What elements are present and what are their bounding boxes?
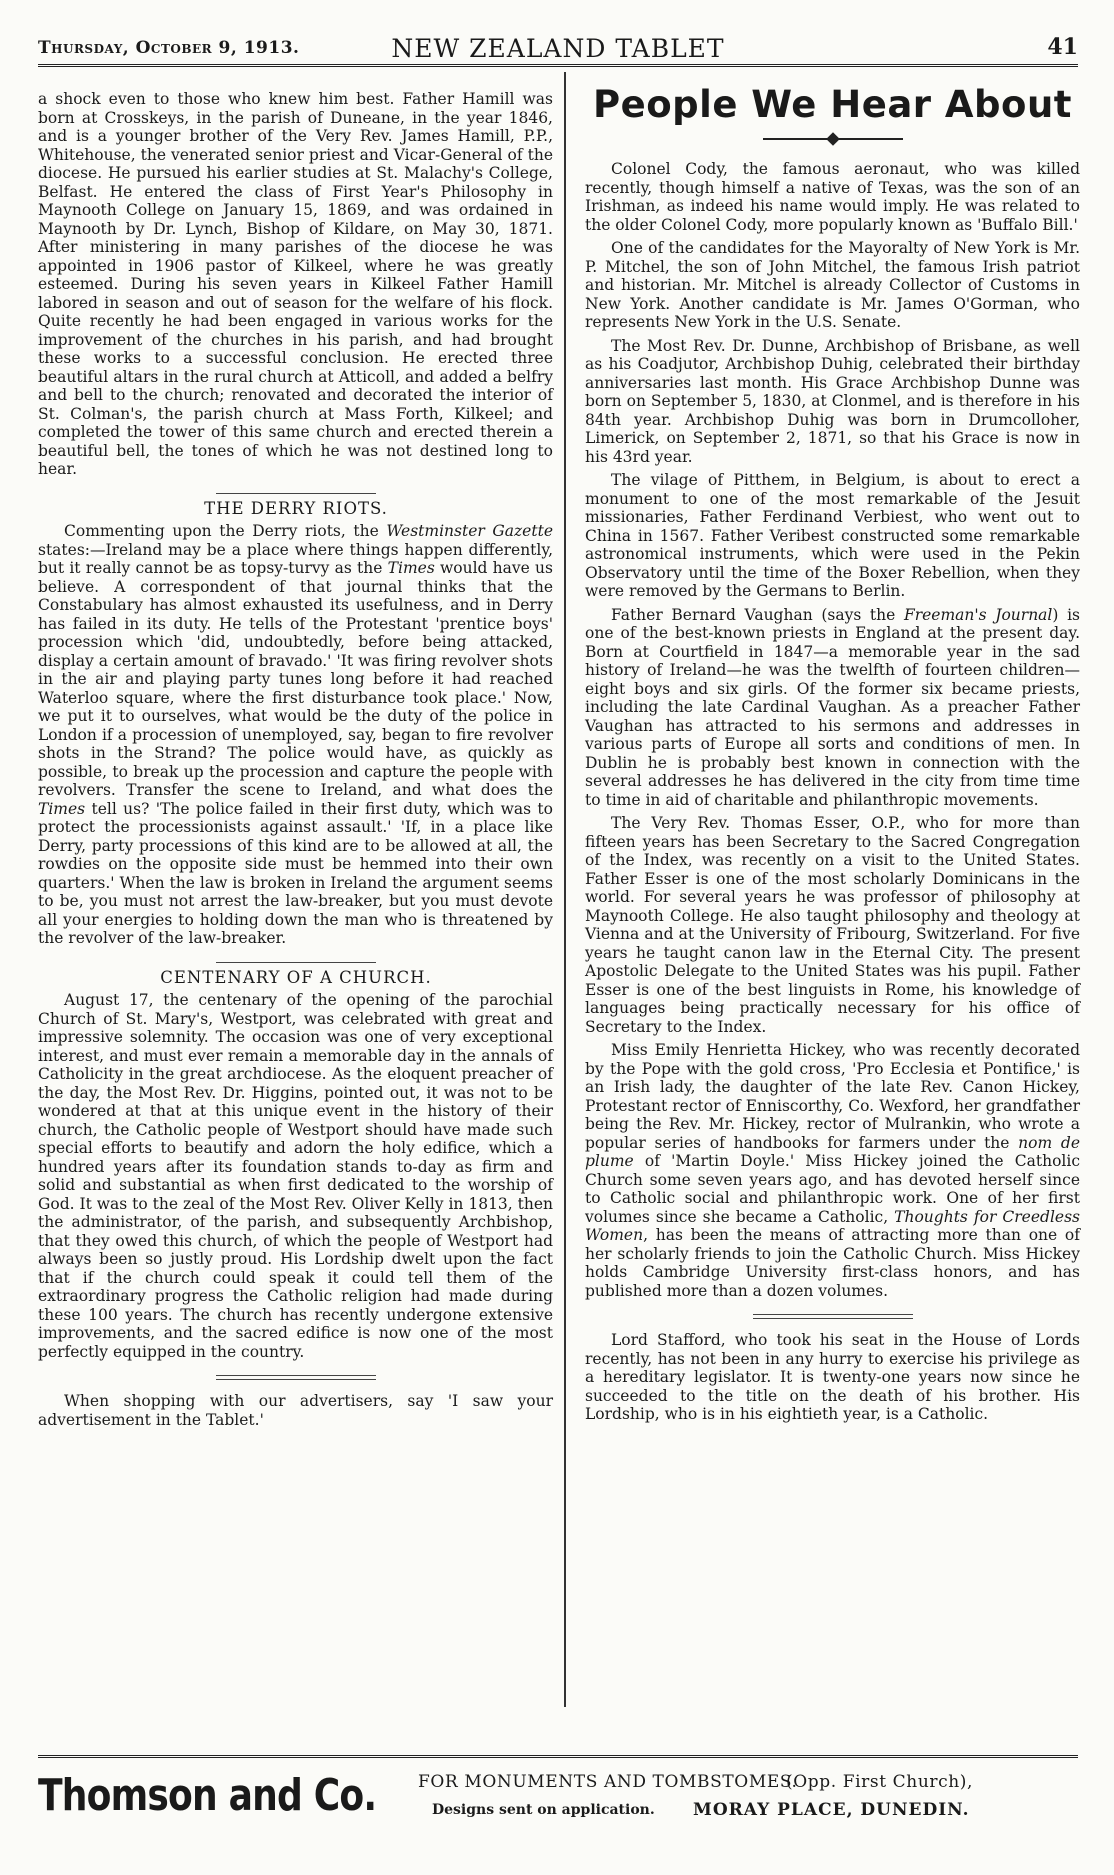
newspaper-title: Times [38, 799, 86, 818]
centenary-heading-rule [160, 962, 432, 988]
advertisement-banner [38, 1755, 1078, 1833]
cody-paragraph: Colonel Cody, the famous aeronaut, who was killed recently, though himself a native of Texas, was the son of an Irishman, as indeed his name would imply. He was related to the older Colonel Cody, more popularly known as 'Buffalo Bill.' [585, 160, 1080, 234]
hickey-paragraph: Miss Emily Henrietta Hickey, who was recently decorated by the Pope with the gold cross, 'Pro Ecclesia et Pontifice,' is an Irish lady, the daughter of the late Rev. Canon Hickey, Protestant rector of Enniscorthy, Co. Wexford, her grandfather being the Rev. Mr. Hickey, rector of Mulrankin, who wrote a popular series of handbooks for farmers under the nom de plume of 'Martin Doyle.' Miss Hickey joined the Catholic Church some seven years ago, and has devoted herself since to Catholic social and philanthropic work. One of her first volumes since she became a Catholic, Thoughts for Creedless Women, has been the means of attracting more than one of her scholarly friends to join the Catholic Church. Miss Hickey holds Cambridge University first-class honors, and has published more than a dozen volumes. [585, 1041, 1080, 1300]
derry-riots-heading: THE DERRY RIOTS. [204, 498, 388, 518]
ad-services: FOR MONUMENTS AND TOMBSTOMES. [418, 1772, 798, 1792]
book-title: Thoughts for Creedless Women [585, 1207, 1080, 1244]
stafford-paragraph: Lord Stafford, who took his seat in the House of Lords recently, has not been in any hurry to exercise his privilege as a hereditary legislator. It is twenty-one years now since he succeeded to the title on the death of his brother. His Lordship, who is in his eightieth year, is a Catholic. [585, 1331, 1080, 1423]
section-divider [216, 1375, 376, 1380]
masthead [38, 30, 1078, 67]
hamill-obituary-paragraph: a shock even to those who knew him best. Father Hamill was born at Crosskeys, in the parish of Duneane, in the year 1846, and is a younger brother of the Very Rev. James Hamill, P.P., Whitehouse, the venerated senior priest and Vicar-General of the diocese. He pursued his earlier studies at St. Malachy's College, Belfast. He entered the class of First Year's Philosophy in Maynooth College on January 15, 1869, and was ordained in Maynooth by Dr. Lynch, Bishop of Kildare, on May 30, 1871. After ministering in many parishes of the diocese he was appointed in 1906 pastor of Kilkeel, where he was greatly esteemed. During his seven years in Kilkeel Father Hamill labored in season and out of season for the welfare of his flock. Quite recently he had been engaged in various works for the improvement of the churches in his parish, and had brought these works to a successful conclusion. He erected three beautiful altars in the rural church at Atticoll, and added a belfry and bell to the church; renovated and decorated the interior of St. Colman's, the parish church at Mass Forth, Kilkeel; and completed the tower of this same church and erected therein a beautiful bell, the tones of which he was not destined long to hear. [38, 90, 553, 478]
dunne-paragraph: The Most Rev. Dr. Dunne, Archbishop of Brisbane, as well as his Coadjutor, Archbishop Duhig, celebrated their birthday anniversaries last month. His Grace Archbishop Dunne was born on September 5, 1830, at Clonmel, and is therefore in his 84th year. Archbishop Duhig was born in Drumcolloher, Limerick, on September 2, 1871, so that his Grace is now in his 43rd year. [585, 336, 1080, 466]
mitchel-paragraph: One of the candidates for the Mayoralty of New York is Mr. P. Mitchel, the son of John Mitchel, the famous Irish patriot and historian. Mr. Mitchel is already Collector of Customs in New York. Another candidate is Mr. James O'Gorman, who represents New York in the U.S. Senate. [585, 239, 1080, 331]
derry-riots-paragraph: Commenting upon the Derry riots, the Westminster Gazette states:—Ireland may be a place where things happen differently, but it really cannot be as topsy-turvy as the Times would have us believe. A correspondent of that journal thinks that the Constabulary has almost exhausted its usefulness, and in Derry has failed in its duty. He tells of the Protestant 'prentice boys' procession which 'did, undoubtedly, before being attacked, display a certain amount of bravado.' 'It was firing revolver shots in the air and playing party tunes long before it had reached Waterloo square, where the first disturbance took place.' Now, we put it to ourselves, what would be the duty of the police in London if a procession of unemployed, say, began to fire revolver shots in the Strand? The police would have, as quickly as possible, to break up the procession and capture the people with revolvers. Transfer the scene to Ireland, and what does the Times tell us? 'The police failed in their first duty, which was to protect the processionists against assault.' 'If, in a place like Derry, party processions of this kind are to be allowed at all, the rowdies on the opposite side must be hemmed into their own quarters.' When the law is broken in Ireland the argument seems to be, you must not arrest the law-breaker, but you must devote all your energies to holding down the man who is threatened by the revolver of the law-breaker. [38, 522, 553, 947]
ornamental-rule [763, 134, 903, 144]
newspaper-title: Times [387, 559, 435, 577]
derry-riots-heading-rule [204, 493, 388, 519]
newspaper-title: Westminster Gazette [386, 522, 553, 540]
people-we-hear-about-heading: People We Hear About [593, 83, 1072, 126]
vaughan-paragraph: Father Bernard Vaughan (says the Freeman's Journal) is one of the best-known priests in England at the present day. Born at Courtfield in 1847—a memorable year in the sad history of Ireland—he was the twelfth of fourteen children—eight boys and six girls. Of the former six became priests, including the late Cardinal Vaughan. As a preacher Father Vaughan has attracted to his sermons and addresses in various parts of Europe all sorts and conditions of men. In Dublin he is probably best known in connection with the several addresses he has delivered in the city from time time to time in aid of charitable and philanthropic movements. [585, 605, 1080, 809]
right-column [585, 83, 1080, 1429]
esser-paragraph: The Very Rev. Thomas Esser, O.P., who for more than fifteen years has been Secretary to the Sacred Congregation of the Index, was recently on a visit to the United States. Father Esser is one of the most scholarly Dominicans in the world. For several years he was professor of philosophy at Maynooth College. He also taught philosophy and theology at Vienna and at the University of Fribourg, Switzerland. For five years he taught canon law in the Eternal City. The present Apostolic Delegate to the United States was his pupil. Father Esser is one of the best linguists in Rome, his knowledge of languages being practically necessary for his office of Secretary to the Index. [585, 814, 1080, 1036]
pitthem-paragraph: The vilage of Pitthem, in Belgium, is about to erect a monument to one of the most remarkable of the Jesuit missionaries, Father Ferdinand Verbiest, who went out to China in 1567. Father Veribest constructed some remarkable astronomical instruments, which were used in the Pekin Observatory until the time of the Boxer Rebellion, when they were removed by the Germans to Berlin. [585, 471, 1080, 600]
centenary-paragraph: August 17, the centenary of the opening of the parochial Church of St. Mary's, Westport, was celebrated with great and impressive solemnity. The occasion was one of very exceptional interest, and must ever remain a memorable day in the annals of Catholicity in the great archdiocese. As the eloquent preacher of the day, the Most Rev. Dr. Higgins, pointed out, it was not to be wondered at that at this unique event in the history of their church, the Catholic people of Westport should have made such special efforts to beautify and adorn the holy edifice, which a hundred years after its foundation stands to-day as firm and solid and substantial as when first dedicated to the worship of God. It was to the zeal of the Most Rev. Oliver Kelly in 1813, then the administrator, of the parish, and subsequently Archbishop, that they owed this church, of which the people of Westport had always been so justly proud. His Lordship dwelt upon the fact that if the church could speak it could tell them of the extraordinary progress the Catholic religion had made during these 100 years. The church has recently undergone extensive improvements, and the sacred edifice is now one of the most perfectly equipped in the country. [38, 991, 554, 1361]
section-divider [753, 1314, 913, 1319]
advertiser-brand: Thomson and Co. [38, 1770, 377, 1821]
advertisers-note: When shopping with our advertisers, say 'I saw your advertisement in the Tablet.' [38, 1392, 553, 1429]
column-divider [564, 72, 566, 1707]
ad-address: MORAY PLACE, DUNEDIN. [693, 1800, 970, 1820]
issue-date: Thursday, October 9, 1913. [38, 38, 300, 58]
centenary-heading: CENTENARY OF A CHURCH. [160, 967, 432, 987]
publication-title: NEW ZEALAND TABLET [391, 34, 725, 63]
ad-location-note: (Opp. First Church), [786, 1772, 973, 1792]
page-number: 41 [1047, 34, 1078, 60]
newspaper-title: Freeman's Journal [903, 605, 1053, 624]
ad-designs-note: Designs sent on application. [432, 1802, 655, 1818]
left-column [38, 90, 553, 1434]
